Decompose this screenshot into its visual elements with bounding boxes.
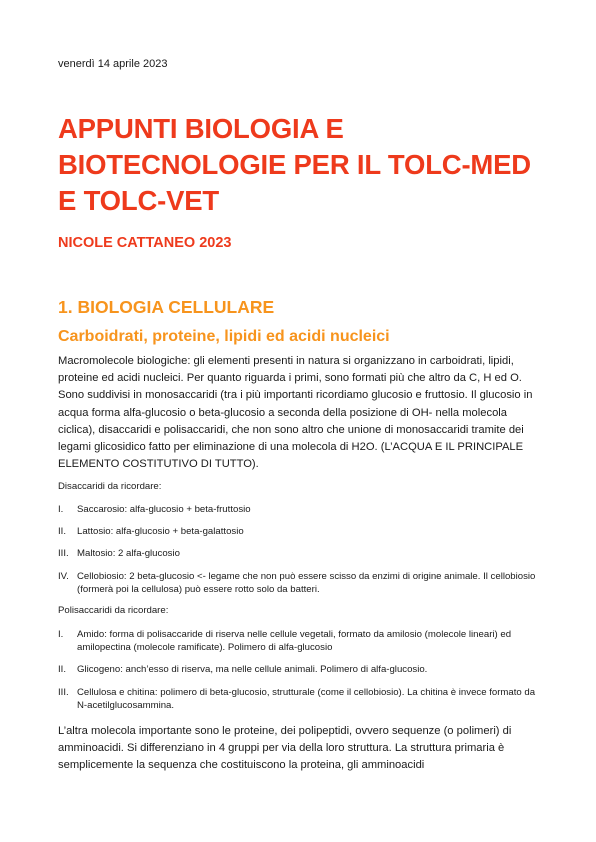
disaccharides-label: Disaccaridi da ricordare: — [58, 481, 162, 492]
section-heading: 1. BIOLOGIA CELLULARE — [58, 297, 275, 317]
list-item-text: Saccarosio: alfa-glucosio + beta-fruttosio — [77, 504, 251, 515]
list-item-number: III. — [58, 548, 69, 560]
list-item-number: I. — [58, 629, 64, 640]
list-item-text: Glicogeno: anch’esso di riserva, ma nelle cellule animali. Polimero di alfa-glucosio. — [77, 664, 428, 676]
document-title: APPUNTI BIOLOGIA E BIOTECNOLOGIE PER IL TOLC-MED E TOLC-VET — [58, 113, 531, 216]
list-item — [58, 686, 543, 712]
paragraph-macromolecules: Macromolecole biologiche: gli elementi presenti in natura si organizzano in carboidrati, lipidi, proteine ed acidi nucleici. Per quanto riguarda i primi, sono formati più che altro da C, H ed O. Sono suddivisi in monosaccaridi (tra i più importanti ricordiamo glucosio e fruttosio. Il glucosio in acqua forma alfa-glucosio o beta-glucosio a seconda della posizione di OH- nella molecola ciclica), disaccaridi e polisaccaridi, che non sono altro che unione di monosaccaridi tramite dei legami glicosidico fatto per eliminazione di una molecola di H2O. (L’ACQUA E IL PRINCIPALE ELEMENTO COSTITUTIVO DI TUTTO). — [58, 355, 533, 471]
list-item-text: Amido: forma di polisaccaride di riserva nelle cellule vegetali, formato da amilosio (molecole lineari) ed amilopectina (molecole ramificate). Polimero di alfa-glucosio — [77, 629, 512, 654]
document-date: venerdì 14 aprile 2023 — [58, 58, 168, 70]
paragraph-proteins: L’altra molecola importante sono le proteine, dei polipeptidi, ovvero sequenze (o polimeri) di amminoacidi. Si differenziano in 4 gruppi per via della loro struttura. La struttura primaria è semplicemente la sequenza che costituiscono la proteina, gli amminoacidi — [58, 725, 512, 772]
list-item — [58, 628, 543, 654]
list-item-text: Maltosio: 2 alfa-glucosio — [77, 548, 180, 560]
list-item-number: II. — [58, 664, 66, 676]
list-item — [58, 547, 543, 560]
list-item — [58, 525, 543, 538]
list-item-text: Cellobiosio: 2 beta-glucosio <- legame che non può essere scisso da enzimi di origine animale. Il cellobiosio (formerà poi la cellulosa) può essere rotto solo da batteri. — [77, 570, 536, 595]
subsection-heading: Carboidrati, proteine, lipidi ed acidi nucleici — [58, 328, 390, 345]
list-item-number: IV. — [58, 570, 69, 582]
polysaccharides-label: Polisaccaridi da ricordare: — [58, 605, 169, 616]
list-item-number: II. — [58, 526, 66, 538]
disaccharides-list — [58, 503, 543, 605]
list-item-text: Lattosio: alfa-glucosio + beta-galattosio — [77, 526, 244, 538]
list-item-number: I. — [58, 504, 64, 515]
list-item-text: Cellulosa e chitina: polimero di beta-glucosio, strutturale (come il cellobiosio). La chitina è invece formato da N-acetilglucosammina. — [77, 686, 536, 711]
document-author: NICOLE CATTANEO 2023 — [58, 235, 232, 251]
list-item — [58, 503, 543, 516]
list-item — [58, 663, 543, 676]
polysaccharides-list — [58, 628, 543, 721]
list-item-number: III. — [58, 686, 69, 698]
list-item — [58, 570, 543, 596]
